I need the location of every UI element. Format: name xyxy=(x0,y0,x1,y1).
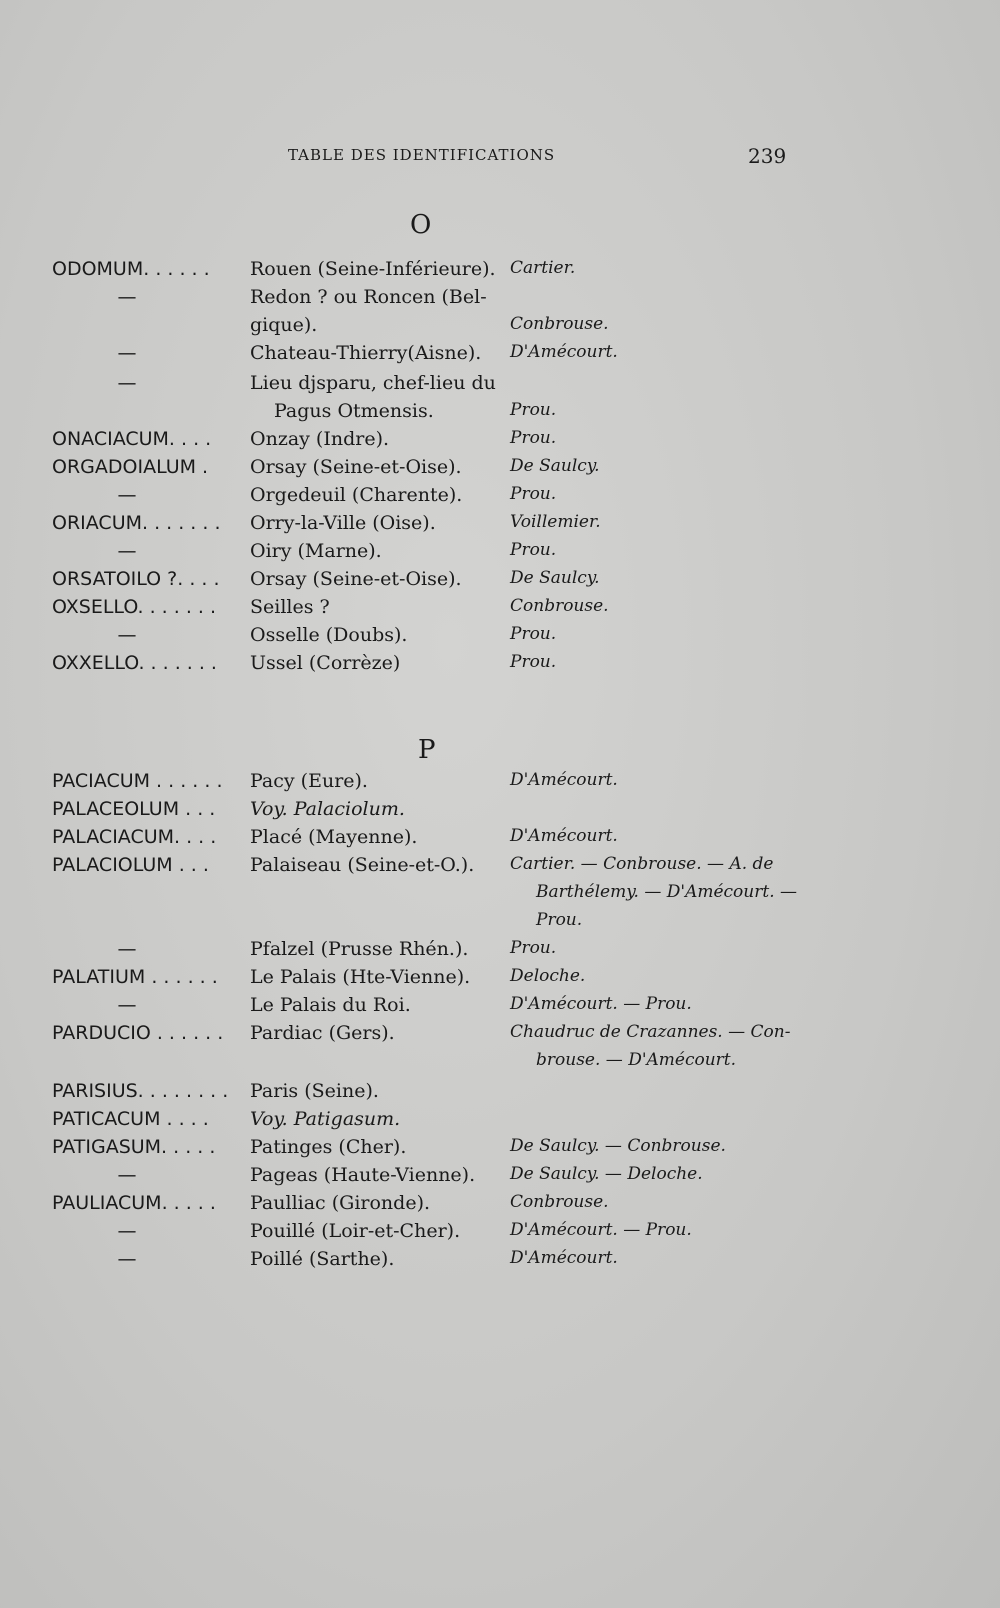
entry-row xyxy=(0,854,1000,882)
entry-row xyxy=(0,1080,1000,1108)
entry-row xyxy=(0,484,1000,512)
entry-source: De Saulcy. xyxy=(510,568,600,588)
entry-term: PATICACUM . . . . xyxy=(52,1108,209,1130)
entry-source: Conbrouse. xyxy=(510,1192,609,1212)
entry-term: OXSELLO. . . . . . . xyxy=(52,596,217,618)
entry-term: OXXELLO. . . . . . . xyxy=(52,652,217,674)
entry-identification: Le Palais du Roi. xyxy=(250,994,411,1016)
entry-term: — xyxy=(117,286,137,308)
entry-row xyxy=(0,372,1000,400)
entry-source: Barthélemy. — D'Amécourt. — xyxy=(536,882,798,902)
entry-row xyxy=(0,596,1000,624)
entry-row xyxy=(0,882,1000,910)
running-head: TABLE DES IDENTIFICATIONS xyxy=(288,146,556,164)
entry-source: Prou. xyxy=(510,428,557,448)
entry-row xyxy=(0,428,1000,456)
entry-term: PALACEOLUM . . . xyxy=(52,798,216,820)
entry-term: PACIACUM . . . . . . xyxy=(52,770,223,792)
entry-term: ONACIACUM. . . . xyxy=(52,428,212,450)
entry-row xyxy=(0,770,1000,798)
entry-term: ORSATOILO ?. . . . xyxy=(52,568,220,590)
entry-row xyxy=(0,938,1000,966)
entry-term: — xyxy=(117,1220,137,1242)
entry-row xyxy=(0,568,1000,596)
entry-source: Prou. xyxy=(510,652,557,672)
entry-term: — xyxy=(117,938,137,960)
entry-identification: Osselle (Doubs). xyxy=(250,624,408,646)
entry-source: D'Amécourt. — Prou. xyxy=(510,1220,692,1240)
entry-identification: Orgedeuil (Charente). xyxy=(250,484,463,506)
entry-row xyxy=(0,652,1000,680)
entry-source: De Saulcy. xyxy=(510,456,600,476)
entry-identification: Orsay (Seine-et-Oise). xyxy=(250,568,462,590)
entry-identification: Pagus Otmensis. xyxy=(274,400,434,422)
entry-identification: Onzay (Indre). xyxy=(250,428,390,450)
entry-identification: Patinges (Cher). xyxy=(250,1136,407,1158)
entry-row xyxy=(0,1022,1000,1050)
entry-source: Conbrouse. xyxy=(510,596,609,616)
entry-term: PATIGASUM. . . . . xyxy=(52,1136,216,1158)
entry-source: Prou. xyxy=(510,624,557,644)
entry-identification: Pacy (Eure). xyxy=(250,770,368,792)
entry-identification: Paris (Seine). xyxy=(250,1080,379,1102)
entry-row xyxy=(0,540,1000,568)
entry-row xyxy=(0,342,1000,370)
entry-identification: Lieu djsparu, chef-lieu du xyxy=(250,372,496,394)
entry-row xyxy=(0,1050,1000,1078)
entry-identification: Seilles ? xyxy=(250,596,330,618)
entry-identification: Poillé (Sarthe). xyxy=(250,1248,395,1270)
entry-row xyxy=(0,1192,1000,1220)
entry-source: D'Amécourt. xyxy=(510,770,618,790)
entry-term: ODOMUM. . . . . . xyxy=(52,258,210,280)
entry-row xyxy=(0,826,1000,854)
entry-identification: Paulliac (Gironde). xyxy=(250,1192,431,1214)
entry-identification: Pfalzel (Prusse Rhén.). xyxy=(250,938,469,960)
entry-identification: Pardiac (Gers). xyxy=(250,1022,395,1044)
entry-identification: Voy. Patigasum. xyxy=(250,1108,401,1130)
entry-row xyxy=(0,258,1000,286)
entry-identification: Pouillé (Loir-et-Cher). xyxy=(250,1220,461,1242)
entry-identification: Redon ? ou Roncen (Bel- xyxy=(250,286,487,308)
entry-row xyxy=(0,512,1000,540)
entry-row xyxy=(0,400,1000,428)
entry-identification: Orry-la-Ville (Oise). xyxy=(250,512,436,534)
entry-row xyxy=(0,966,1000,994)
entry-identification: Voy. Palaciolum. xyxy=(250,798,405,820)
entry-identification: Ussel (Corrèze) xyxy=(250,652,401,674)
entry-row xyxy=(0,314,1000,342)
entry-identification: Pageas (Haute-Vienne). xyxy=(250,1164,476,1186)
entry-term: PARISIUS. . . . . . . . xyxy=(52,1080,229,1102)
entry-row xyxy=(0,1136,1000,1164)
entry-row xyxy=(0,1220,1000,1248)
entry-identification: Rouen (Seine-Inférieure). xyxy=(250,258,496,280)
entry-source: brouse. — D'Amécourt. xyxy=(536,1050,737,1070)
entry-source: Prou. xyxy=(510,400,557,420)
entry-term: PALACIOLUM . . . xyxy=(52,854,209,876)
entry-term: — xyxy=(117,484,137,506)
entry-source: Prou. xyxy=(510,484,557,504)
entry-term: PARDUCIO . . . . . . xyxy=(52,1022,224,1044)
entry-row xyxy=(0,1248,1000,1276)
entry-source: Conbrouse. xyxy=(510,314,609,334)
entry-identification: Le Palais (Hte-Vienne). xyxy=(250,966,471,988)
entry-term: — xyxy=(117,372,137,394)
entry-term: PAULIACUM. . . . . xyxy=(52,1192,216,1214)
entry-source: Prou. xyxy=(536,910,583,930)
entry-identification: Placé (Mayenne). xyxy=(250,826,418,848)
entry-source: Prou. xyxy=(510,938,557,958)
entry-row xyxy=(0,624,1000,652)
entry-source: D'Amécourt. xyxy=(510,1248,618,1268)
entry-source: Cartier. xyxy=(510,258,576,278)
entry-row xyxy=(0,1164,1000,1192)
section-letter-o: O xyxy=(410,210,432,240)
entry-source: Prou. xyxy=(510,540,557,560)
entry-term: — xyxy=(117,994,137,1016)
entry-row xyxy=(0,994,1000,1022)
entry-term: — xyxy=(117,624,137,646)
entry-term: PALACIACUM. . . . xyxy=(52,826,217,848)
entry-source: De Saulcy. — Conbrouse. xyxy=(510,1136,726,1156)
entry-identification: Orsay (Seine-et-Oise). xyxy=(250,456,462,478)
entry-source: D'Amécourt. — Prou. xyxy=(510,994,692,1014)
section-letter-p: P xyxy=(418,735,436,765)
entry-identification: Oiry (Marne). xyxy=(250,540,382,562)
entry-row xyxy=(0,1108,1000,1136)
entry-source: Deloche. xyxy=(510,966,586,986)
entry-source: Voillemier. xyxy=(510,512,601,532)
entry-source: D'Amécourt. xyxy=(510,826,618,846)
entry-source: D'Amécourt. xyxy=(510,342,618,362)
entry-term: — xyxy=(117,1248,137,1270)
entry-row xyxy=(0,910,1000,938)
entry-identification: Palaiseau (Seine-et-O.). xyxy=(250,854,475,876)
entry-row xyxy=(0,286,1000,314)
entry-term: PALATIUM . . . . . . xyxy=(52,966,218,988)
entry-term: ORGADOIALUM . xyxy=(52,456,209,478)
entry-source: Cartier. — Conbrouse. — A. de xyxy=(510,854,774,874)
page-number: 239 xyxy=(748,144,787,168)
entry-source: Chaudruc de Crazannes. — Con- xyxy=(510,1022,791,1042)
entry-identification: gique). xyxy=(250,314,318,336)
entry-term: — xyxy=(117,1164,137,1186)
entry-identification: Chateau-Thierry(Aisne). xyxy=(250,342,482,364)
entry-term: — xyxy=(117,540,137,562)
entry-term: — xyxy=(117,342,137,364)
entry-row xyxy=(0,798,1000,826)
entry-source: De Saulcy. — Deloche. xyxy=(510,1164,703,1184)
entry-row xyxy=(0,456,1000,484)
entry-term: ORIACUM. . . . . . . xyxy=(52,512,221,534)
